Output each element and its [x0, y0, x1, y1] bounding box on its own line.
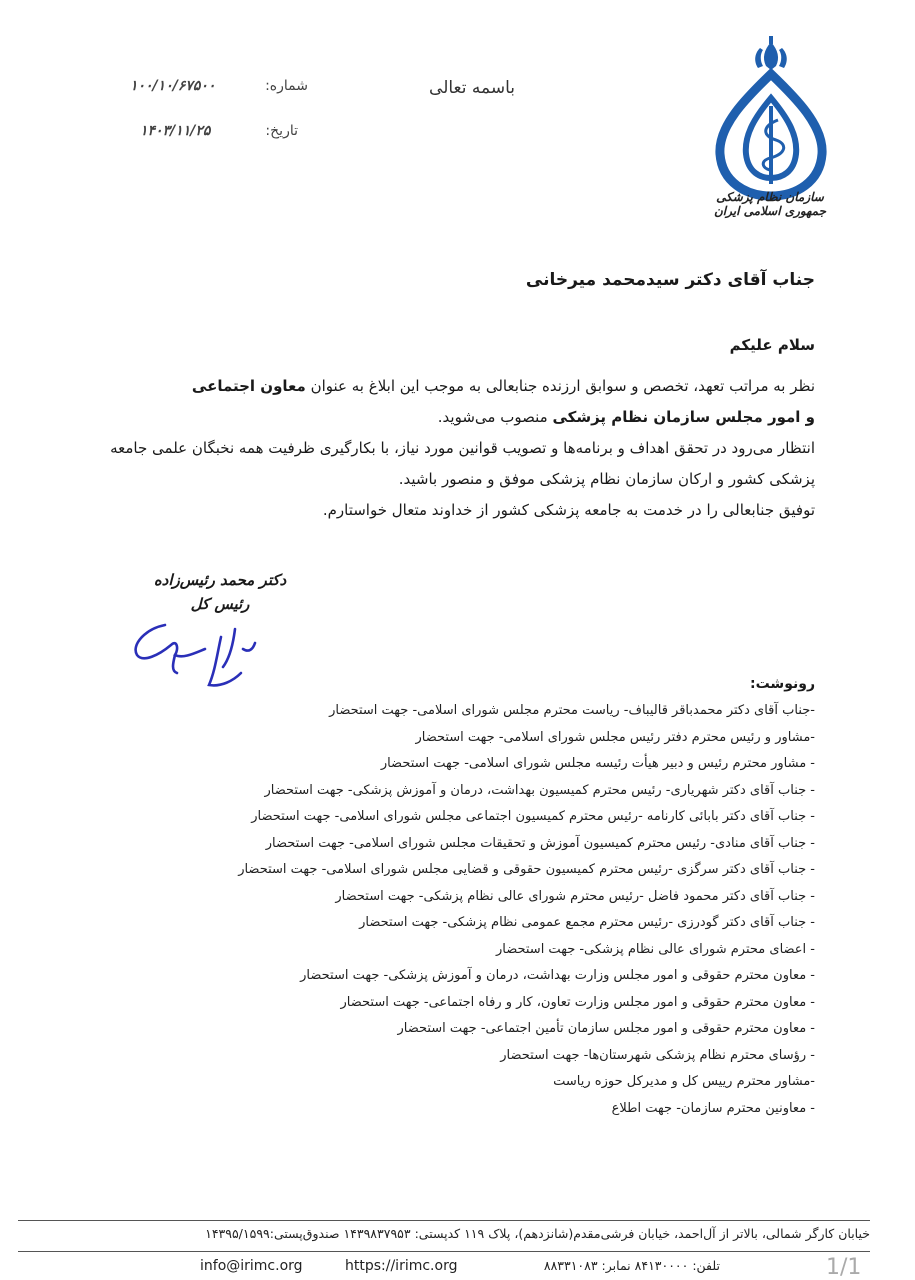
- cc-item: - اعضای محترم شورای عالی نظام پزشکی- جهت استحضار: [495, 941, 815, 957]
- cc-item: - معاونین محترم سازمان- جهت اطلاع: [611, 1100, 815, 1116]
- greeting: سلام علیکم: [729, 336, 815, 354]
- cc-item: - معاون محترم حقوقی و امور مجلس وزارت تعاون، کار و رفاه اجتماعی- جهت استحضار: [340, 994, 815, 1010]
- footer-phone: تلفن: ۸۴۱۳۰۰۰۰ نمابر: ۸۸۳۳۱۰۸۳: [543, 1258, 720, 1273]
- footer-divider-bottom: [18, 1251, 870, 1252]
- paragraph-expectation: انتظار می‌رود در تحقق اهداف و برنامه‌ها و تصویب قوانین مورد نیاز، با بکارگیری ظرفیت همه نخبگان علمی جامعه پزشکی کشور و ارکان سازمان نظام پزشکی موفق و منصور باشید.: [110, 439, 815, 488]
- cc-item: - جناب آقای دکتر سرگزی -رئیس محترم کمیسیون حقوقی و قضایی مجلس شورای اسلامی- جهت استحضار: [238, 862, 815, 877]
- paragraph-wishes: توفیق جنابعالی را در خدمت به جامعه پزشکی کشور از خداوند متعال خواستارم.: [322, 501, 815, 519]
- footer-divider-top: [18, 1220, 870, 1221]
- handwritten-signature: [125, 615, 265, 695]
- organization-name: سازمان نظام پزشکی جمهوری اسلامی ایران: [713, 190, 827, 218]
- signatory: [150, 568, 290, 616]
- cc-item: - جناب آقای دکتر شهریاری- رئیس محترم کمیسیون بهداشت، درمان و آموزش پزشکی- جهت استحضار: [264, 782, 815, 798]
- date-value: ۱۴۰۳/۱۱/۲۵: [140, 123, 211, 139]
- letter-body: [95, 371, 815, 526]
- appointment-text: نظر به مراتب تعهد، تخصص و سوابق ارزنده جنابعالی به موجب این ابلاغ به عنوان: [305, 377, 815, 395]
- cc-list: [95, 698, 815, 1122]
- paragraph-appointment: [95, 371, 815, 402]
- cc-item: -جناب آقای دکتر محمدباقر قالیباف- ریاست محترم مجلس شورای اسلامی- جهت استحضار: [329, 703, 815, 718]
- cc-item: - معاون محترم حقوقی و امور مجلس سازمان تأمین اجتماعی- جهت استحضار: [397, 1021, 815, 1036]
- cc-item: -مشاور و رئیس محترم دفتر رئیس مجلس شورای اسلامی- جهت استحضار: [415, 729, 815, 745]
- footer-email[interactable]: info@irimc.org: [200, 1258, 303, 1274]
- cc-title: رونوشت:: [750, 676, 815, 692]
- cc-item: - جناب آقای دکتر گودرزی -رئیس محترم مجمع عمومی نظام پزشکی- جهت استحضار: [359, 915, 815, 930]
- number-label: شماره:: [265, 78, 308, 94]
- cc-item: - جناب آقای منادی- رئیس محترم کمیسیون آموزش و تحقیقات مجلس شورای اسلامی- جهت استحضار: [265, 835, 815, 851]
- emblem-icon: [755, 36, 787, 70]
- cc-item: - جناب آقای دکتر بابائی کارنامه -رئیس محترم کمیسیون اجتماعی مجلس شورای اسلامی- جهت استحضار: [251, 809, 815, 824]
- page-indicator: 1/1: [826, 1255, 862, 1280]
- appointment-text-end: منصوب می‌شوید.: [437, 408, 553, 426]
- cc-item: - معاون محترم حقوقی و امور مجلس وزارت بهداشت، درمان و آموزش پزشکی- جهت استحضار: [300, 968, 815, 983]
- position-title: معاون اجتماعی: [191, 377, 306, 395]
- cc-item: - مشاور محترم رئیس و دبیر هیأت رئیسه مجلس شورای اسلامی- جهت استحضار: [380, 756, 815, 771]
- position-title-cont: و امور مجلس سازمان نظام پزشکی: [552, 408, 815, 426]
- cc-item: -مشاور محترم رییس کل و مدیرکل حوزه ریاست: [553, 1074, 815, 1089]
- footer-website[interactable]: https://irimc.org: [345, 1258, 458, 1274]
- number-value: ۱۰۰/۱۰/۶۷۵۰۰: [130, 78, 216, 94]
- cc-item: - جناب آقای دکتر محمود فاضل -رئیس محترم شورای عالی نظام پزشکی- جهت استحضار: [335, 888, 815, 904]
- paragraph-appointment-cont: [95, 402, 815, 433]
- signatory-title: رئیس کل: [190, 595, 250, 613]
- cc-item: - رؤسای محترم نظام پزشکی شهرستان‌ها- جهت استحضار: [500, 1047, 815, 1063]
- footer-address: خیابان کارگر شمالی، بالاتر از آل‌احمد، خیابان فرشی‌مقدم(شانزدهم)، پلاک ۱۱۹ کدپستی: ۱۴۳۹۸۳۷۹۵۳ صندوق‌پستی:۱۴۳۹۵/۱۵۹۹: [205, 1226, 870, 1241]
- signatory-name: دکتر محمد رئیس‌زاده: [153, 571, 287, 589]
- date-label: تاریخ:: [265, 123, 298, 139]
- basmala-heading: باسمه تعالی: [429, 78, 515, 98]
- addressee: جناب آقای دکتر سیدمحمد میرخانی: [525, 270, 815, 290]
